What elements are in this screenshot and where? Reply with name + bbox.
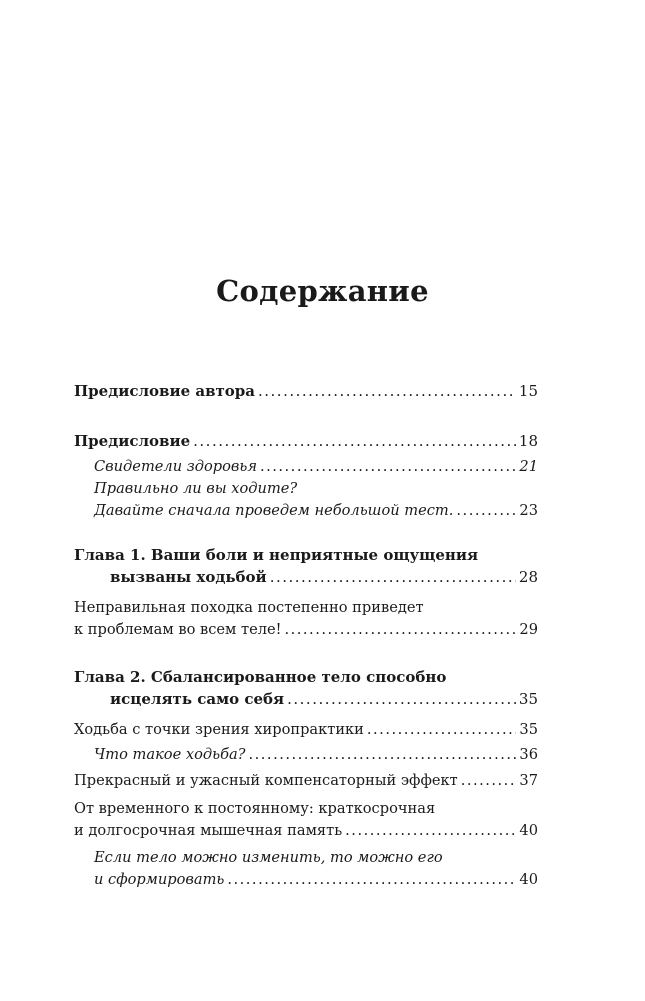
toc-entry-muscle-memory[interactable] [74,820,538,842]
dot-leader [270,566,516,588]
dot-leader [345,820,516,842]
toc-chapter-1[interactable] [110,566,538,588]
toc-page-number: 35 [519,721,538,738]
dot-leader [193,430,516,452]
toc-page-number: 21 [519,458,538,475]
toc-entry-line1[interactable]: Правильно ли вы ходите? [94,480,298,497]
toc-entry-title: Предисловие автора [74,382,255,400]
dot-leader [367,719,517,741]
toc-entry-title: и долгосрочная мышечная память [74,822,343,839]
toc-entry-preface[interactable] [74,430,538,452]
dot-leader [249,744,517,766]
toc-page-number: 23 [519,502,538,519]
toc-entry-walking-test[interactable] [94,500,538,522]
toc-page-number: 40 [519,871,538,888]
toc-page-number: 18 [518,432,538,450]
toc-entry-title: Давайте сначала проведем небольшой тест. [94,502,454,519]
toc-entry-title: Свидетели здоровья [94,458,257,475]
toc-entry-title: вызваны ходьбой [110,568,267,586]
toc-entry-wrong-gait[interactable] [74,619,538,641]
dot-leader [258,380,516,402]
dot-leader [285,619,517,641]
toc-entry-health-witnesses[interactable] [94,456,538,478]
toc-entry-what-is-walking[interactable] [94,744,538,766]
toc-entry-line1[interactable]: Если тело можно изменить, то можно его [94,849,443,866]
toc-chapter-1-line1[interactable]: Глава 1. Ваши боли и неприятные ощущения [74,546,479,564]
toc-chapter-2-line1[interactable]: Глава 2. Сбалансированное тело способно [74,668,447,686]
toc-page-number: 15 [518,382,538,400]
toc-page-number: 40 [519,822,538,839]
toc-entry-title: Ходьба с точки зрения хиропрактики [74,721,364,738]
toc-entry-title: Прекрасный и ужасный компенсаторный эффект [74,772,458,789]
dot-leader [260,456,516,478]
toc-entry-shape-body[interactable] [94,869,538,891]
toc-entry-compensatory-effect[interactable] [74,770,538,792]
dot-leader [456,500,516,522]
toc-page-number: 37 [519,772,538,789]
page-title: Содержание [216,274,429,308]
dot-leader [227,869,516,891]
toc-page-number: 35 [518,690,538,708]
toc-entry-title: исцелять само себя [110,690,285,708]
toc-entry-chiropractic[interactable] [74,719,538,741]
toc-entry-author-preface[interactable] [74,380,538,402]
toc-entry-line1[interactable]: Неправильная походка постепенно приведет [74,599,424,616]
toc-entry-line1[interactable]: От временного к постоянному: краткосрочная [74,800,436,817]
dot-leader [287,688,516,710]
toc-entry-title: к проблемам во всем теле! [74,621,282,638]
toc-page-number: 29 [519,621,538,638]
toc-entry-title: Что такое ходьба? [94,746,246,763]
toc-page-number: 28 [518,568,538,586]
toc-entry-title: Предисловие [74,432,191,450]
toc-chapter-2[interactable] [110,688,538,710]
toc-entry-title: и сформировать [94,871,225,888]
toc-page-number: 36 [519,746,538,763]
dot-leader [461,770,517,792]
